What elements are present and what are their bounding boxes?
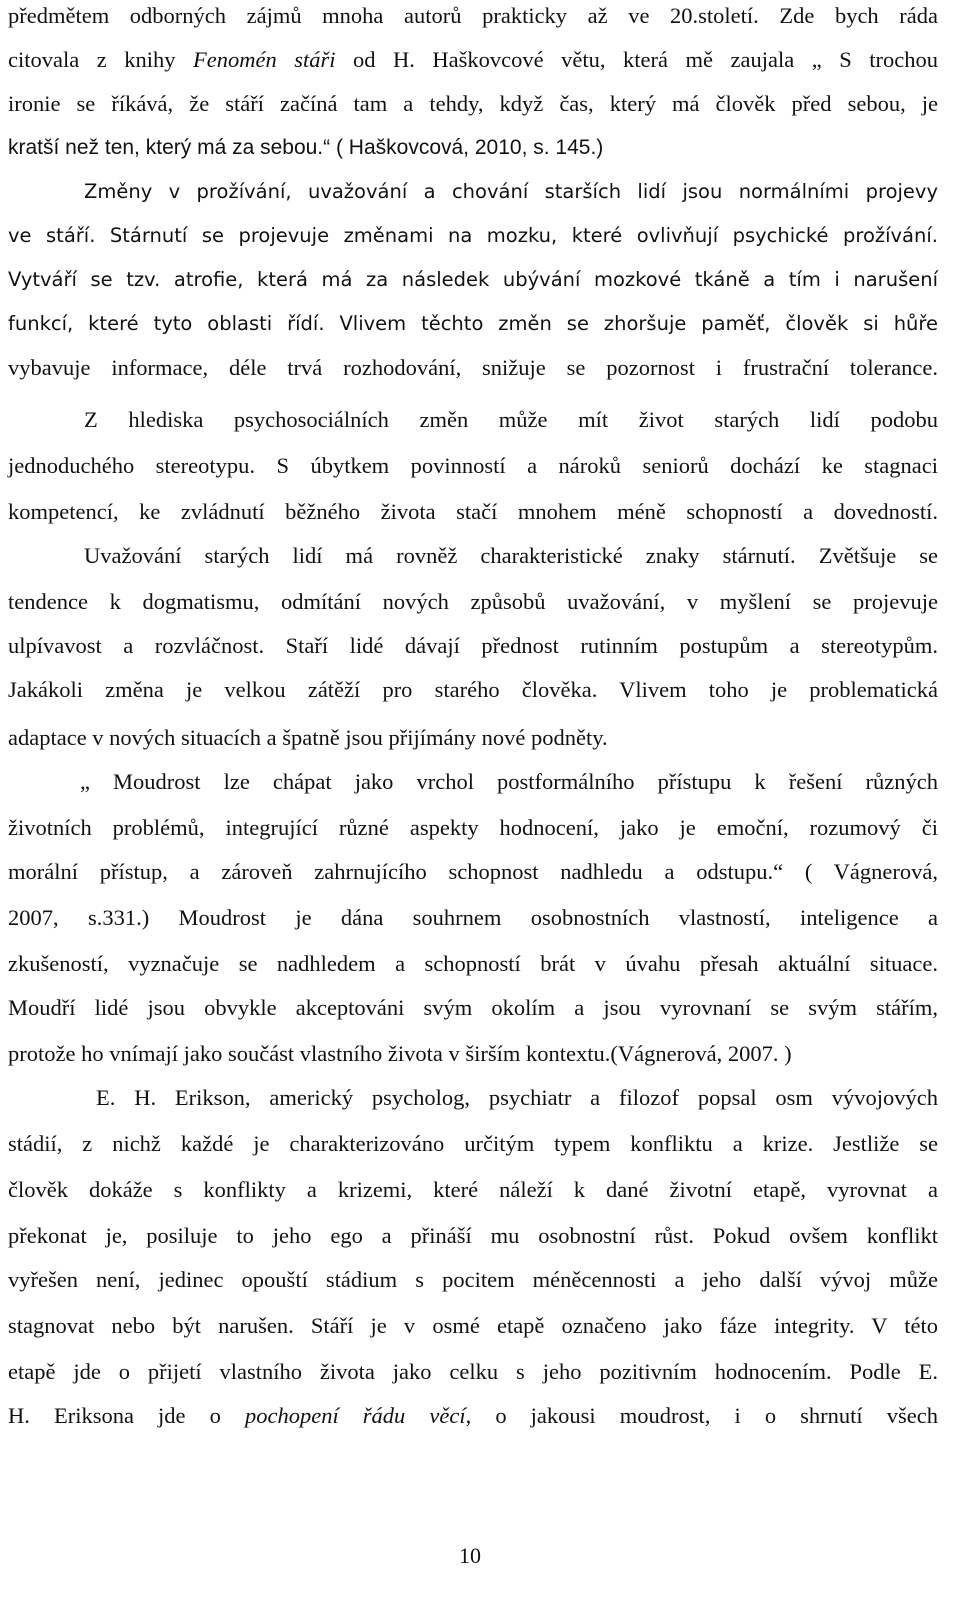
text-line: člověk dokáže s konflikty a krizemi, které náleží k dané životní etapě, vyrovnat a: [8, 1177, 938, 1202]
text-line: předmětem odborných zájmů mnoha autorů prakticky až ve 20.století. Zde bych ráda: [8, 3, 938, 28]
text-line: překonat je, posiluje to jeho ego a přináší mu osobnostní růst. Pokud ovšem konflikt: [8, 1223, 938, 1248]
paragraph-start: Z hlediska psychosociálních změn může mít život starých lidí podobu: [84, 407, 938, 432]
text-line: Vytváří se tzv. atrofie, která má za následek ubývání mozkové tkáně a tím i narušení: [8, 268, 938, 291]
text-line: adaptace v nových situacích a špatně jsou přijímány nové podněty.: [8, 725, 608, 750]
text-line: [8, 1394, 938, 1438]
paragraph-start: Uvažování starých lidí má rovněž charakteristické znaky stárnutí. Zvětšuje se: [84, 543, 938, 568]
book-title: Fenomén stáři: [193, 47, 336, 72]
text-line: etapě jde o přijetí vlastního života jako celku s jeho pozitivním hodnocením. Podle E.: [8, 1359, 938, 1384]
text-span: , o jakousi moudrost, i o shrnutí všech: [465, 1403, 938, 1428]
text-span: od H. Haškovcové větu, která mě zaujala „ S trochou: [335, 47, 938, 72]
paragraph-start: Změny v prožívání, uvažování a chování starších lidí jsou normálními projevy: [84, 180, 938, 203]
text-line: vyřešen není, jedinec opouští stádium s pocitem méněcennosti a jeho další vývoj může: [8, 1267, 938, 1292]
text-line: životních problémů, integrující různé aspekty hodnocení, jako je emoční, rozumový či: [8, 815, 938, 840]
italic-phrase: pochopení řádu věcí: [244, 1403, 466, 1428]
text-line: funkcí, které tyto oblasti řídí. Vlivem těchto změn se zhoršuje paměť, člověk si hůře: [8, 312, 938, 335]
text-line: Jakákoli změna je velkou zátěží pro starého člověka. Vlivem toho je problematická: [8, 677, 938, 702]
text-line: kompetencí, ke zvládnutí běžného života stačí mnohem méně schopností a dovedností.: [8, 499, 938, 524]
text-line: Moudří lidé jsou obvykle akceptováni svým okolím a jsou vyrovnaní se svým stářím,: [8, 995, 938, 1020]
text-line: protože ho vnímají jako součást vlastního života v širším kontextu.(Vágnerová, 2007. ): [8, 1041, 792, 1066]
text-line: [8, 38, 938, 82]
text-line: stagnovat nebo být narušen. Stáří je v osmé etapě označeno jako fáze integrity. V této: [8, 1313, 938, 1338]
paragraph-start: „ Moudrost lze chápat jako vrchol postformálního přístupu k řešení různých: [80, 769, 938, 794]
paragraph-start: E. H. Erikson, americký psycholog, psychiatr a filozof popsal osm vývojových: [96, 1085, 938, 1110]
text-line: tendence k dogmatismu, odmítání nových způsobů uvažování, v myšlení se projevuje: [8, 589, 938, 614]
text-line: ironie se říkává, že stáří začíná tam a tehdy, když čas, který má člověk před sebou, je: [8, 91, 938, 116]
text-line: kratší než ten, který má za sebou.“ ( Haškovcová, 2010, s. 145.): [8, 136, 604, 159]
text-line: morální přístup, a zároveň zahrnujícího schopnost nadhledu a odstupu.“ ( Vágnerová,: [8, 859, 938, 884]
page-number: 10: [459, 1543, 481, 1568]
text-line: ve stáří. Stárnutí se projevuje změnami na mozku, které ovlivňují psychické prožívání.: [8, 224, 938, 247]
text-line: ulpívavost a rozvláčnost. Staří lidé dávají přednost rutinním postupům a stereotypům.: [8, 633, 938, 658]
text-line: stádií, z nichž každé je charakterizováno určitým typem konfliktu a krize. Jestliže se: [8, 1131, 938, 1156]
text-span: H. Eriksona jde o: [8, 1403, 245, 1428]
text-line: 2007, s.331.) Moudrost je dána souhrnem osobnostních vlastností, inteligence a: [8, 905, 938, 930]
text-line: jednoduchého stereotypu. S úbytkem povinností a nároků seniorů dochází ke stagnaci: [8, 453, 938, 478]
text-line: zkušeností, vyznačuje se nadhledem a schopností brát v úvahu přesah aktuální situace.: [8, 951, 938, 976]
text-span: citovala z knihy: [8, 47, 193, 72]
text-line: vybavuje informace, déle trvá rozhodování, snižuje se pozornost i frustrační tolerance.: [8, 355, 938, 380]
